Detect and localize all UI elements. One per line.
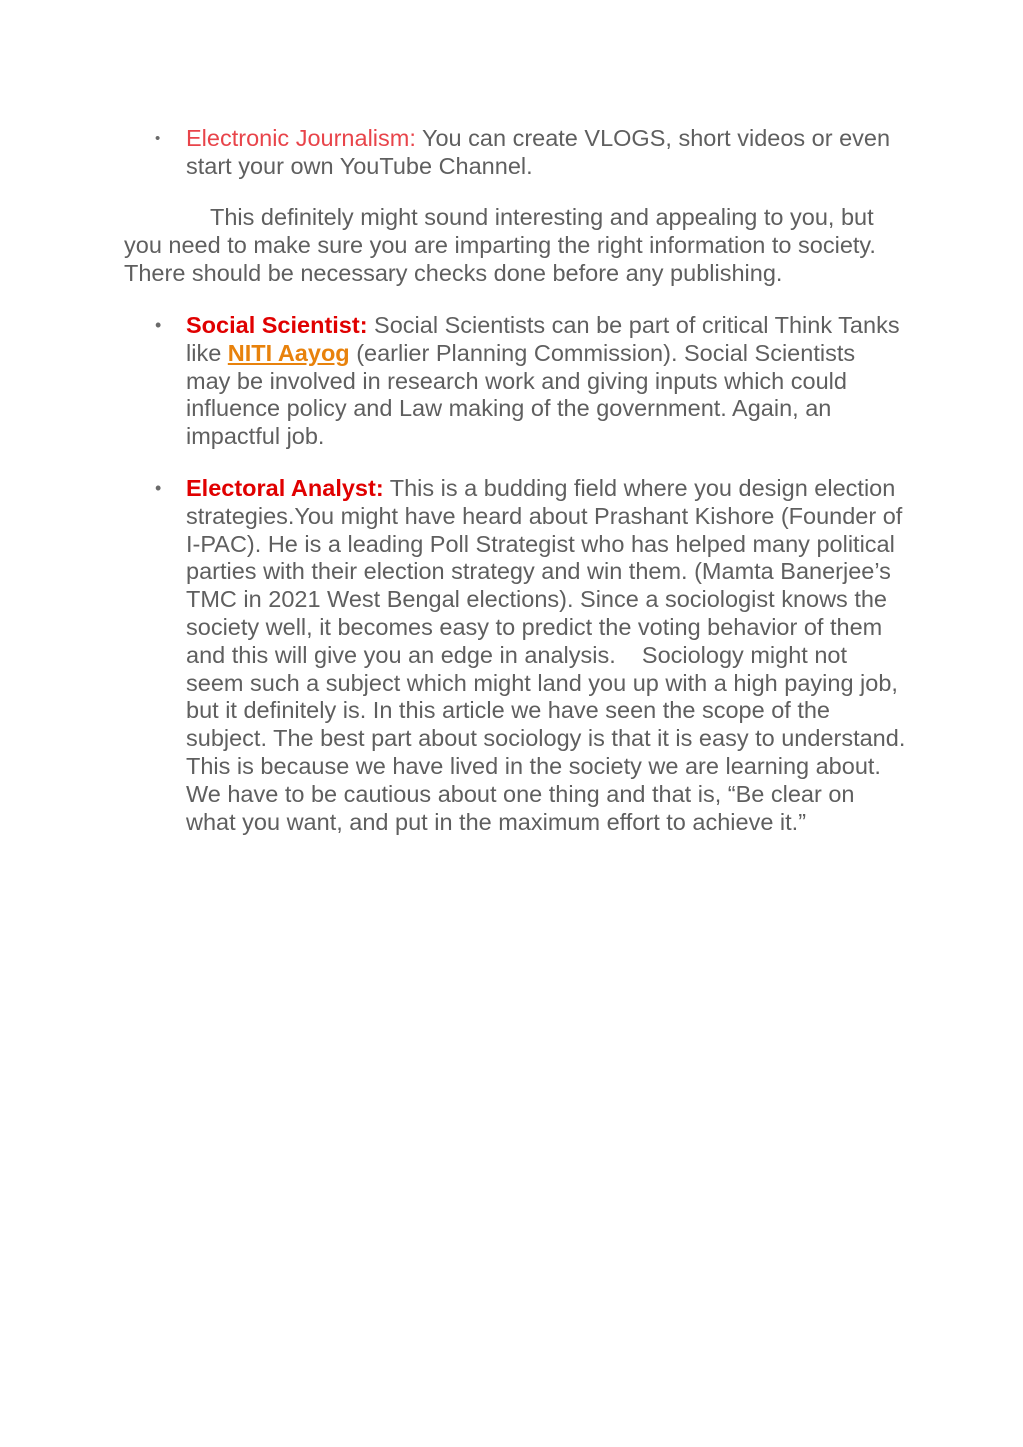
item-label: Electronic Journalism: xyxy=(186,125,416,151)
item-text-after-link: (earlier Planning Commission). Social Scientists may be involved in research work and giving inputs which could influence policy and Law making of the government. Again, an impactful job. xyxy=(186,339,856,450)
list-item-electoral-analyst xyxy=(155,475,912,836)
item-label: Social Scientist: xyxy=(186,312,368,338)
bullet-icon: • xyxy=(155,315,162,335)
item-label: Electoral Analyst: xyxy=(186,475,384,501)
list-item-social-scientist xyxy=(155,312,906,451)
item-text: This is a budding field where you design election strategies.You might have heard about Prashant Kishore (Founder of I-PAC). He is a leading Poll Strategist who has helped many political parties with their election strategy and win them. (Mamta Banerjee’s TMC in 2021 West Bengal elections). Since a sociologist knows the society well, it becomes easy to predict the voting behavior of them and this will give you an edge in analysis. Sociology might not seem such a subject which might land you up with a high paying job, but it definitely is. In this article we have seen the scope of the subject. The best part about sociology is that it is easy to understand. This is because we have lived in the society we are learning about. We have to be cautious about one thing and that is, “Be clear on what you want, and put in the maximum effort to achieve it.” xyxy=(186,475,912,835)
item-text-before-link: Social Scientists can be part of critical Think Tanks like xyxy=(186,312,900,366)
body-paragraph: This definitely might sound interesting and appealing to you, but you need to make sure you are imparting the right information to society. There should be necessary checks done before any publishing. xyxy=(124,204,876,286)
niti-aayog-link[interactable]: NITI Aayog xyxy=(227,339,350,366)
bullet-icon: • xyxy=(155,130,161,147)
list-item-electronic-journalism xyxy=(155,125,906,181)
item-text: You can create VLOGS, short videos or even start your own YouTube Channel. xyxy=(186,125,891,179)
bullet-icon: • xyxy=(155,478,162,498)
